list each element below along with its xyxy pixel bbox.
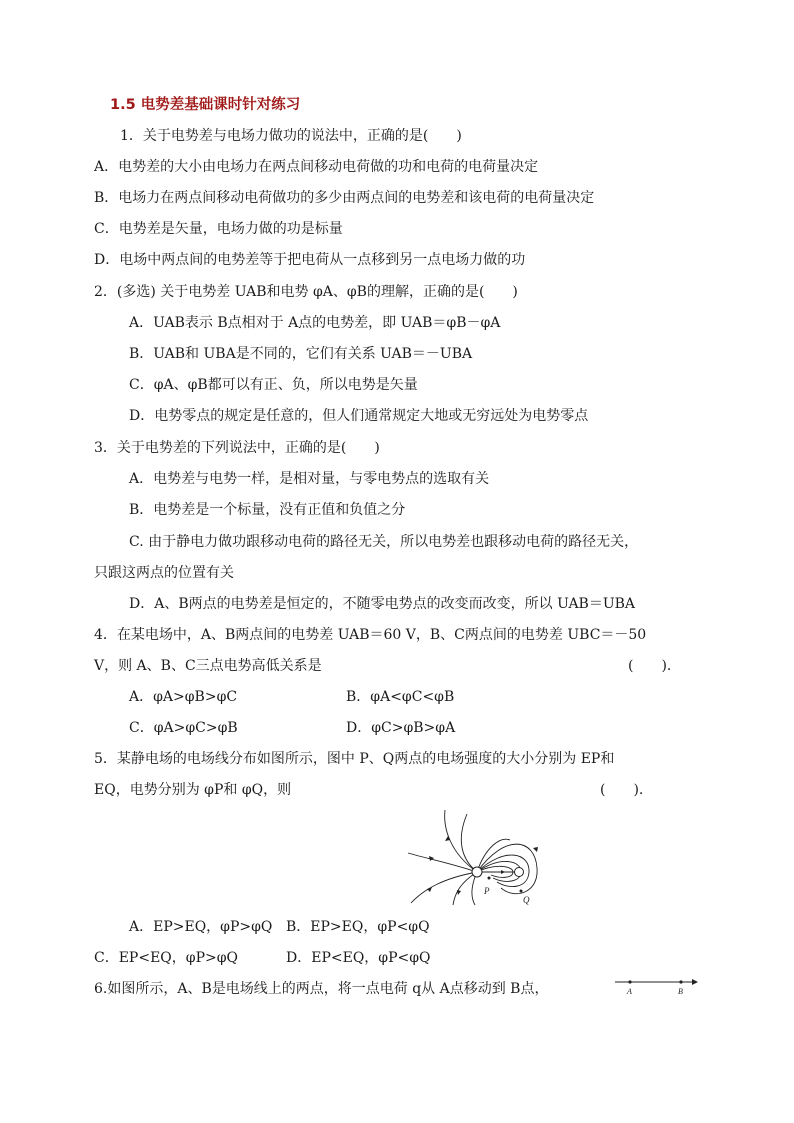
q3-option-c-line1: C. 由于静电力做功跟移动电荷的路径无关，所以电势差也跟移动电荷的路径无关， — [129, 534, 639, 550]
page-title: 1.5 电势差基础课时针对练习 — [110, 97, 301, 113]
q5-option-c: C．EP<EQ，φP>φQ — [94, 950, 239, 966]
field-line — [461, 814, 477, 872]
q6-stem: 6.如图所示，A、B是电场线上的两点，将一点电荷 q从 A点移动到 B点， — [94, 981, 549, 997]
point-b-label: B — [678, 987, 683, 996]
point-p-label: P — [484, 886, 490, 896]
q3-stem: 3．关于电势差的下列说法中，正确的是( ) — [94, 440, 380, 456]
q5-option-a: A．EP>EQ，φP>φQ — [129, 919, 273, 935]
q5-option-b: B．EP>EQ，φP<φQ — [286, 919, 430, 935]
q3-option-d: D．A、B两点的电势差是恒定的，不随零电势点的改变而改变，所以 UAB＝UBA — [129, 596, 636, 612]
field-line-ab-arrow — [692, 979, 698, 985]
field-arrow — [429, 856, 434, 861]
field-arrow — [445, 836, 450, 841]
field-line — [411, 872, 477, 903]
q1-option-a: A．电势差的大小由电场力在两点间移动电荷做的功和电荷的电荷量决定 — [94, 159, 539, 175]
q1-option-c: C．电势差是矢量，电场力做的功是标量 — [94, 221, 343, 237]
point-p-marker — [488, 877, 491, 880]
point-charge-right — [515, 868, 524, 877]
q4-stem-line1: 4．在某电场中，A、B两点间的电势差 UAB＝60 V，B、C两点间的电势差 UBC＝－50 — [94, 627, 647, 643]
field-arrow — [427, 887, 432, 892]
point-a-label: A — [627, 987, 632, 996]
q4-option-a: A．φA>φB>φC — [129, 689, 238, 705]
q5-stem-line2: EQ，电势分别为 φP和 φQ，则 — [94, 782, 292, 798]
field-arrow — [501, 870, 505, 874]
q5-stem-line1: 5．某静电场的电场线分布如图所示，图中 P、Q两点的电场强度的大小分别为 EP和 — [94, 751, 615, 767]
q1-option-b: B．电场力在两点间移动电荷做功的多少由两点间的电势差和该电荷的电荷量决定 — [94, 190, 595, 206]
q3-option-b: B．电势差是一个标量，没有正值和负值之分 — [129, 502, 406, 518]
q2-stem: 2．(多选) 关于电势差 UAB和电势 φA、φB的理解，正确的是( ) — [94, 284, 518, 300]
electric-field-diagram — [405, 808, 560, 906]
q4-answer-paren: ( ). — [628, 658, 672, 674]
field-line — [408, 853, 477, 872]
q2-option-d: D．电势零点的规定是任意的，但人们通常规定大地或无穷远处为电势零点 — [129, 408, 589, 424]
q3-option-a: A．电势差与电势一样，是相对量，与零电势点的选取有关 — [129, 471, 490, 487]
field-arrow — [533, 847, 538, 852]
field-arrow — [457, 890, 461, 895]
q4-stem-line2: V，则 A、B、C三点电势高低关系是 — [94, 658, 322, 674]
q1-option-d: D．电场中两点间的电势差等于把电荷从一点移到另一点电场力做的功 — [94, 252, 526, 268]
field-line-ab-diagram — [612, 976, 702, 998]
q5-answer-paren: ( ). — [600, 782, 644, 798]
point-charge-left — [472, 867, 482, 877]
q4-option-b: B．φA<φC<φB — [346, 689, 455, 705]
point-q-label: Q — [523, 895, 530, 905]
q2-option-c: C．φA、φB都可以有正、负，所以电势是矢量 — [129, 377, 418, 393]
q4-option-d: D．φC>φB>φA — [346, 720, 456, 736]
q2-option-b: B．UAB和 UBA是不同的，它们有关系 UAB＝－UBA — [129, 346, 473, 362]
q5-option-d: D．EP<EQ，φP<φQ — [286, 950, 431, 966]
q4-option-c: C．φA>φC>φB — [129, 720, 238, 736]
point-b-marker — [679, 980, 682, 983]
q2-option-a: A．UAB表示 B点相对于 A点的电势差，即 UAB＝φB－φA — [129, 315, 501, 331]
point-a-marker — [628, 980, 631, 983]
q1-stem: 1．关于电势差与电场力做功的说法中，正确的是( ) — [120, 128, 462, 144]
q3-option-c-line2: 只跟这两点的位置有关 — [94, 565, 234, 581]
point-q-marker — [520, 890, 523, 893]
